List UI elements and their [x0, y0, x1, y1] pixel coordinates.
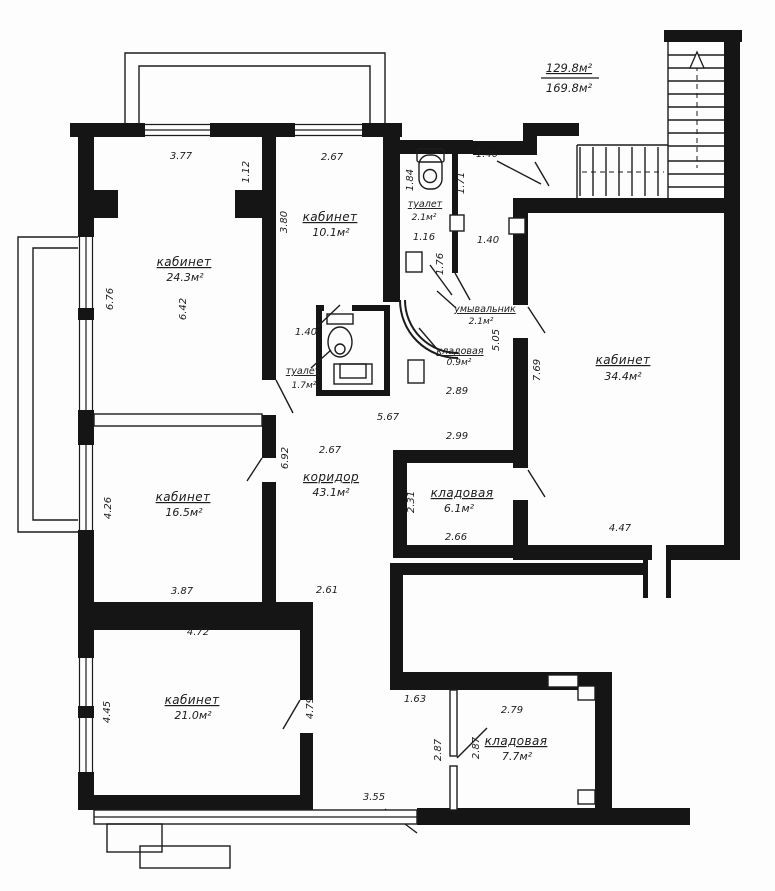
- dim-label: 5.05: [491, 328, 502, 352]
- dim-label: 1.84: [405, 168, 416, 192]
- dim-label: 2.66: [444, 532, 468, 543]
- dim-label: 3.87: [170, 586, 194, 597]
- wall-office34-bottom-b: [666, 545, 740, 560]
- door-office34-lower: [528, 470, 545, 497]
- pilaster-right: [235, 190, 263, 218]
- dim-label: 2.67: [320, 152, 344, 163]
- dim-label: 6.92: [280, 446, 291, 470]
- left-balcony-inner: [33, 248, 80, 520]
- entry-step-2: [140, 846, 230, 868]
- dim-label: 6.76: [105, 287, 116, 311]
- total-area-numerator: 129.8м²: [545, 61, 593, 75]
- wall-corridor-left-c: [262, 482, 276, 610]
- dim-label: 4.47: [608, 523, 632, 534]
- room-label: кладовая: [436, 346, 484, 357]
- window-left-3: [78, 445, 94, 530]
- toilet-bowl-icon: [419, 155, 442, 189]
- partition-24-16: [94, 414, 262, 426]
- window-top-1: [145, 123, 210, 137]
- wall-storage7-left-b: [450, 766, 457, 810]
- door-office34-upper: [528, 307, 545, 333]
- plinth-and-steps: [94, 810, 417, 868]
- jamb-toilet: [450, 215, 464, 231]
- room-area: 2.1м²: [468, 317, 494, 327]
- wall-right: [724, 30, 740, 560]
- wall-storage6-left: [393, 450, 407, 558]
- dim-label: 1.76: [435, 252, 446, 276]
- toilet2-drain-icon: [335, 344, 345, 354]
- dim-label: 2.79: [500, 705, 524, 716]
- room-area: 21.0м²: [174, 709, 212, 722]
- leader-dim-140: [497, 161, 541, 184]
- room-label: умывальник: [454, 304, 516, 315]
- wall-hall-top: [403, 563, 648, 575]
- staircase: [577, 42, 724, 198]
- washbasin-inner-icon: [340, 364, 366, 378]
- door-office24: [276, 380, 293, 413]
- room-label: туалет: [285, 366, 321, 377]
- total-area-denominator: 169.8м²: [545, 81, 593, 95]
- dim-label: 4.79: [305, 696, 316, 720]
- storage-shelf-icon: [408, 360, 424, 383]
- dim-label: 3.80: [279, 210, 290, 234]
- leader-washroom: [437, 291, 456, 308]
- wall-step: [523, 123, 537, 155]
- window-left-4: [78, 658, 94, 706]
- room-label: коридор: [302, 470, 360, 484]
- room-area: 0.9м²: [446, 358, 472, 368]
- wall-step2: [537, 123, 579, 136]
- wall-office34-top: [513, 198, 724, 213]
- wall-storage6-top: [393, 450, 520, 463]
- dim-label: 6.42: [178, 297, 189, 321]
- dim-label: 2.89: [445, 386, 469, 397]
- dim-label: 5.67: [376, 412, 400, 423]
- left-balcony-outer: [18, 237, 80, 532]
- dim-label: 1.16: [412, 232, 436, 243]
- dim-label: 3.77: [169, 151, 193, 162]
- jamb-hall: [548, 675, 578, 687]
- room-area: 43.1м²: [312, 486, 350, 499]
- wall-stub-b: [666, 560, 671, 598]
- wall-storage6-bottom: [393, 545, 520, 558]
- dim-label: 1.40: [294, 327, 318, 338]
- wc-small-bottom: [316, 390, 390, 396]
- wc-small-right: [384, 305, 390, 396]
- door-toilet: [455, 273, 470, 300]
- window-left-5: [78, 718, 94, 772]
- toilet2-bowl-icon: [328, 327, 352, 357]
- pilaster-left: [94, 190, 118, 218]
- top-balcony-outer: [125, 53, 385, 123]
- room-area: 10.1м²: [312, 226, 350, 239]
- wall-storage7-right: [595, 672, 612, 825]
- dim-label: 2.87: [433, 738, 444, 762]
- room-area: 24.3м²: [166, 271, 204, 284]
- window-left-1: [78, 237, 94, 308]
- wall-corridor-left-a: [262, 137, 276, 380]
- wall-office21-right-a: [300, 630, 313, 700]
- door-office16: [247, 458, 262, 481]
- wall-corridor-left-b: [262, 415, 276, 458]
- dim-label: 2.99: [445, 431, 469, 442]
- room-label: кабинет: [595, 353, 651, 367]
- dim-label: 1.71: [456, 171, 467, 195]
- wall-storage7-left-a: [450, 690, 457, 756]
- dim-label: 2.61: [315, 585, 339, 596]
- wall-hall-left: [390, 563, 403, 690]
- room-area: 2.1м²: [411, 213, 437, 223]
- entry-step-1: [107, 824, 162, 852]
- dim-label: 4.26: [103, 496, 114, 520]
- room-label: туалет: [407, 199, 443, 210]
- wall-office21-right-b: [300, 733, 313, 795]
- jamb-storage7-bottom: [578, 790, 595, 804]
- dim-label: 3.55: [362, 792, 386, 803]
- wall-office34-left-b: [513, 338, 528, 468]
- jamb-washroom: [509, 218, 525, 234]
- dim-label: 4.45: [102, 700, 113, 724]
- door-office21: [283, 700, 300, 729]
- wall-16-21-divider: [78, 602, 313, 630]
- dim-label: 2.67: [318, 445, 342, 456]
- room-area: 34.4м²: [604, 370, 642, 383]
- dim-label: 1.40: [476, 235, 500, 246]
- wall-office34-bottom-a: [513, 545, 652, 560]
- wall-office10-right: [383, 137, 400, 302]
- top-balcony-inner: [139, 66, 370, 123]
- dim-label: 2.31: [406, 490, 417, 514]
- window-left-2: [78, 320, 94, 410]
- window-top-2: [295, 123, 362, 137]
- room-label: кабинет: [302, 210, 358, 224]
- wall-top-toilet: [395, 140, 473, 154]
- dim-label: 1.40: [475, 149, 499, 160]
- room-area: 1.7м²: [291, 381, 317, 391]
- dim-label: 2.87: [471, 736, 482, 760]
- dim-label: 4.72: [186, 627, 210, 638]
- wall-toilet-right: [452, 153, 458, 273]
- wc-small-left: [316, 305, 322, 396]
- wall-office34-left-c: [513, 500, 528, 545]
- room-label: кладовая: [430, 486, 494, 500]
- room-label: кабинет: [155, 490, 211, 504]
- wall-bottom-left: [78, 795, 313, 810]
- room-area: 7.7м²: [501, 750, 533, 763]
- room-label: кабинет: [164, 693, 220, 707]
- toilet-drain-icon: [424, 170, 437, 183]
- jamb-storage7-top: [578, 686, 595, 700]
- room-area: 16.5м²: [165, 506, 203, 519]
- room-label: кладовая: [484, 734, 548, 748]
- sink-box-icon: [406, 252, 422, 272]
- room-area: 6.1м²: [443, 502, 475, 515]
- room-label: кабинет: [156, 255, 212, 269]
- dim-label: 7.69: [532, 358, 543, 382]
- toilet2-tank-icon: [327, 314, 353, 324]
- wall-storage7-bottom: [417, 808, 690, 825]
- dim-label: 1.63: [403, 694, 427, 705]
- dim-label: 1.12: [241, 160, 252, 184]
